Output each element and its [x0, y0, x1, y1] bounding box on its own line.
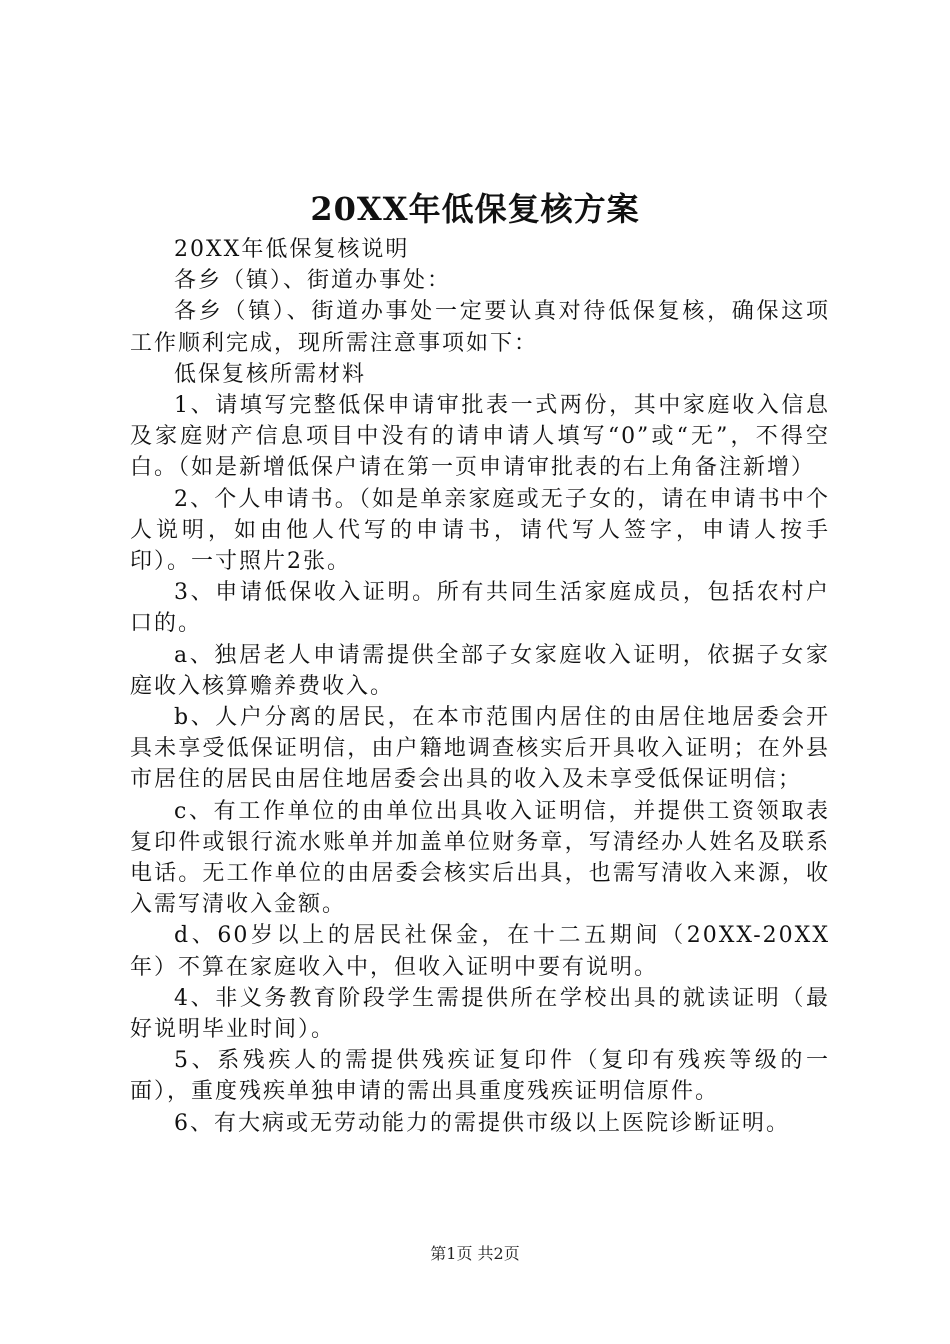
paragraph-item-4: 4、非义务教育阶段学生需提供所在学校出具的就读证明（最好说明毕业时间）。: [130, 985, 830, 1043]
paragraph-item-3a: a、独居老人申请需提供全部子女家庭收入证明，依据子女家庭收入核算赡养费收入。: [130, 642, 830, 699]
paragraph-item-3: 3、申请低保收入证明。所有共同生活家庭成员，包括农村户口的。: [130, 580, 830, 637]
paragraph-item-3c: c、有工作单位的由单位出具收入证明信，并提供工资领取表复印件或银行流水账单并加盖单位财务章，写清经办人姓名及联系电话。无工作单位的由居委会核实后出具，也需写清收入来源，收入需写清收入金额。: [130, 798, 830, 918]
paragraph-salutation: 各乡（镇）、街道办事处：: [174, 268, 452, 294]
paragraph-intro: 各乡（镇）、街道办事处一定要认真对待低保复核，确保这项工作顺利完成，现所需注意事项如下：: [130, 299, 830, 356]
document-body: [130, 234, 830, 1139]
document-title: 20XX年低保复核方案: [310, 190, 640, 228]
paragraph-item-2: 2、个人申请书。（如是单亲家庭或无子女的，请在申请书中个人说明，如由他人代写的申请书，请代写人签字，申请人按手印）。一寸照片2张。: [130, 486, 830, 575]
paragraph-item-3b: b、人户分离的居民，在本市范围内居住的由居住地居委会开具未享受低保证明信，由户籍地调查核实后开具收入证明；在外县市居住的居民由居住地居委会出具的收入及未享受低保证明信；: [130, 705, 830, 793]
paragraph-item-1: 1、请填写完整低保申请审批表一式两份，其中家庭收入信息及家庭财产信息项目中没有的请申请人填写“0”或“无”，不得空白。（如是新增低保户请在第一页申请审批表的右上角备注新增）: [130, 393, 830, 481]
paragraph-item-5: 5、系残疾人的需提供残疾证复印件（复印有残疾等级的一面），重度残疾单独申请的需出具重度残疾证明信原件。: [130, 1048, 830, 1105]
paragraph-subtitle: 20XX年低保复核说明: [174, 237, 410, 262]
paragraph-item-3d: d、60岁以上的居民社保金，在十二五期间（20XX-20XX年）不算在家庭收入中，但收入证明中要有说明。: [130, 923, 830, 980]
paragraph-item-6: 6、有大病或无劳动能力的需提供市级以上医院诊断证明。: [174, 1110, 790, 1136]
page-number-footer: 第1页 共2页: [430, 1244, 520, 1263]
paragraph-materials-heading: 低保复核所需材料: [174, 361, 367, 387]
